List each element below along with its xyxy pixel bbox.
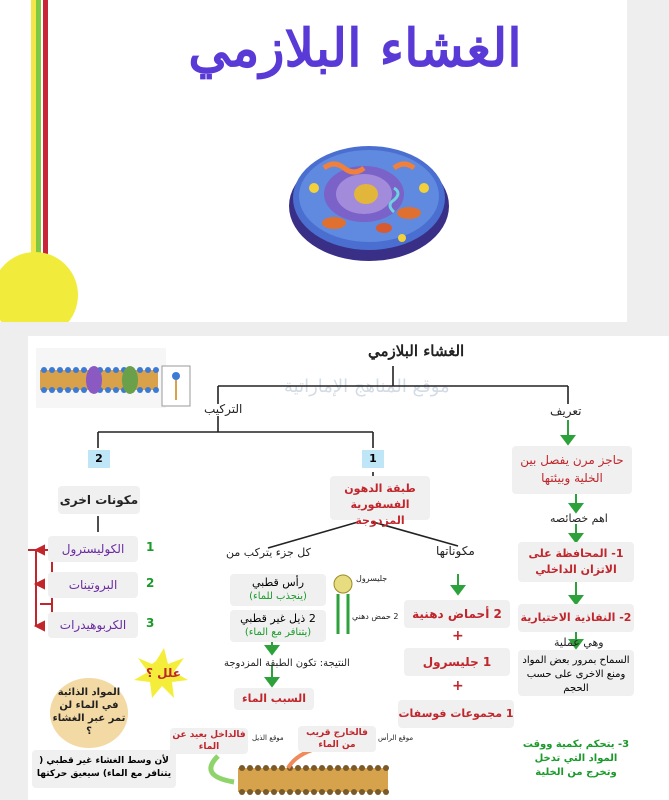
feature-2-text: 2- النفاذية الاختيارية (520, 611, 632, 624)
feature-3-text (518, 738, 634, 780)
feature-3-label: 3- يتحكم بكمية ووقت المواد التي تدخل وتخرج من الخلية (522, 739, 630, 778)
concept-map-poster (28, 336, 669, 800)
tail-position-label: موقع الذيل (252, 734, 284, 742)
component-2 (404, 648, 510, 676)
phospholipid-layer-title: طبقة الدهون الفسفورية المزدوجة (344, 482, 416, 527)
other-3-number: 3 (146, 616, 155, 630)
component-2-text: 1 جليسرول (422, 655, 492, 669)
other-1-box (48, 536, 138, 562)
definition-text: حاجز مرن يفصل بين الخلية وبيئتها (520, 453, 624, 485)
feature-2-description-box (518, 650, 634, 696)
glycerol-small-label: جليسرول (356, 574, 388, 583)
other-1-text: الكوليسترول (61, 542, 125, 556)
tail-part-note: (يتنافر مع الماء) (244, 627, 312, 638)
how-label: وهي عملية (554, 636, 604, 649)
components-label: مكوناتها (436, 544, 475, 558)
answer-box (32, 750, 176, 788)
head-part-box (230, 574, 326, 606)
inside-label: فالداخل بعيد عن الماء (172, 730, 246, 752)
head-part-text: رأس قطبي (251, 576, 305, 589)
question-label: المواد الذائبة في الماء لن تمر عبر الغشاء ؟ (52, 687, 126, 737)
root-title: الغشاء البلازمي (368, 342, 465, 360)
title-slide (0, 0, 627, 322)
component-3-text: 1 مجموعات فوسفات (398, 707, 514, 720)
yellow-circle (0, 252, 78, 322)
component-1-text: 2 أحماض دهنية (412, 607, 502, 621)
parts-label: كل جزء يتركب من (226, 546, 311, 559)
phospholipid-layer-box (330, 476, 430, 527)
component-3 (398, 700, 514, 728)
branch-structure: التركيب (204, 402, 243, 416)
head-position-label: موقع الرأس (378, 734, 414, 742)
other-components-box (58, 486, 140, 514)
fatty-acid-small-label: 2 حمض دهني (352, 612, 399, 621)
plus-1: + (452, 628, 464, 644)
other-2-text: البروتينات (68, 578, 118, 592)
animal-cell-illustration (284, 128, 454, 268)
inside-label-box (170, 728, 248, 754)
definition-box (512, 446, 632, 494)
slide-title: الغشاء البلازمي (188, 18, 522, 79)
other-3-text: الكربوهيدرات (59, 618, 127, 632)
watermark: موقع المناهج الإماراتية (284, 376, 450, 397)
answer-text: لأن وسط الغشاء غير قطبي ( يتنافر مع الماء) سيعيق حركتها (36, 756, 172, 779)
other-3-box (48, 612, 138, 638)
question-text (52, 686, 126, 738)
head-part-note: (ينجذب للماء) (249, 591, 307, 602)
other-components-title: مكونات اخرى (59, 493, 139, 507)
plus-2: + (452, 678, 464, 694)
number-1: 1 (362, 450, 384, 468)
component-1 (404, 600, 510, 628)
other-1-number: 1 (146, 540, 155, 554)
tail-part-text: 2 ذيل غير قطبي (240, 612, 316, 625)
outside-label-box (298, 726, 376, 752)
result-label: النتيجة: تكون الطبقة المزدوجة (224, 658, 350, 669)
think-label: علل ؟ (146, 666, 181, 680)
feature-1-text: 1- المحافظة على الاتزان الداخلي (528, 547, 624, 576)
feature-1-box (518, 542, 634, 582)
branch-definition: تعريف (550, 404, 582, 418)
outside-label: فالخارج قريب من الماء (306, 728, 368, 750)
feature-2-box (518, 604, 634, 632)
reason-text: السبب الماء (241, 692, 307, 705)
reason-box (234, 688, 314, 710)
number-2: 2 (88, 450, 110, 468)
feature-2-description: السماح بمرور بعض المواد ومنع الاخرى على حسب الحجم (522, 655, 630, 694)
features-label: اهم خصائصه (550, 512, 608, 525)
other-2-number: 2 (146, 576, 155, 590)
other-2-box (48, 572, 138, 598)
tail-part-box (230, 610, 326, 642)
